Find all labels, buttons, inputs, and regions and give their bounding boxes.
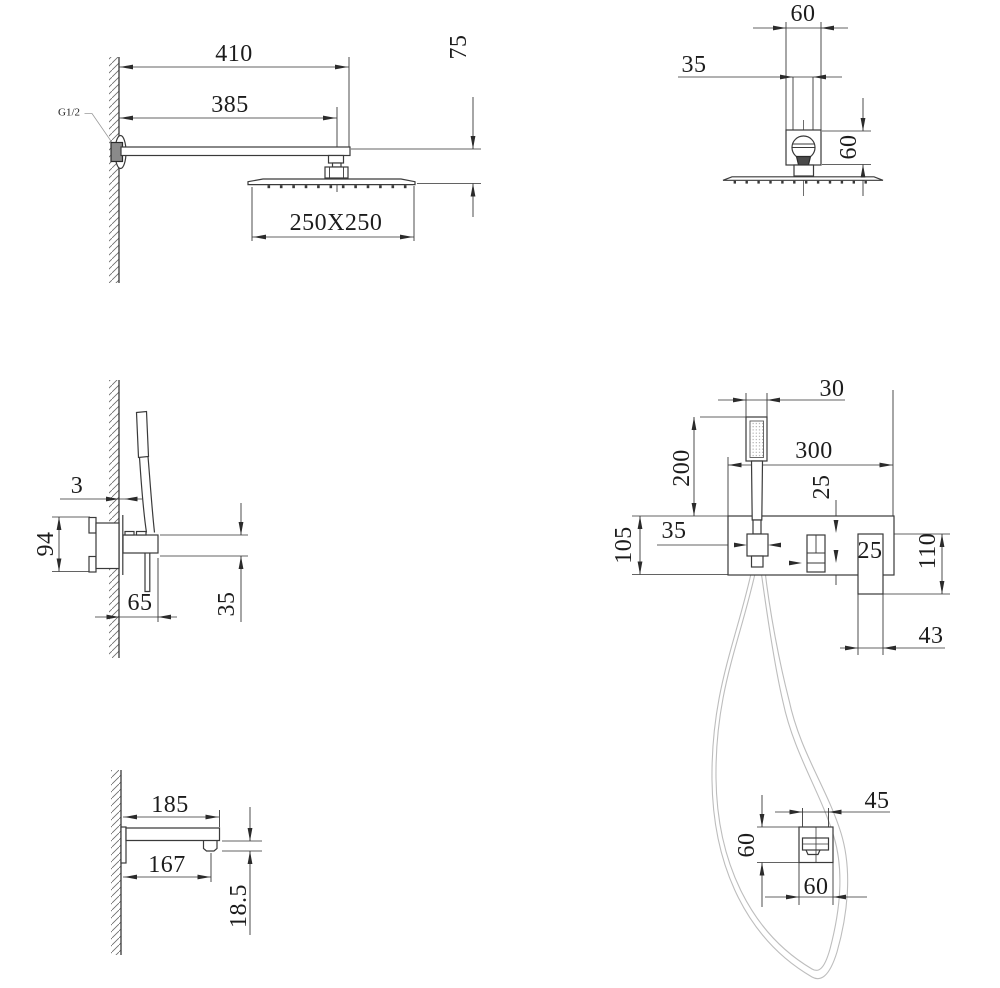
dim-label-head-size: 250X250 bbox=[289, 210, 383, 236]
spout-body bbox=[126, 828, 220, 841]
ball-joint-block bbox=[325, 167, 348, 178]
dim-label-plate-width-front: 300 bbox=[795, 438, 833, 464]
head-neck bbox=[794, 165, 814, 176]
dim-label-body-height: 94 bbox=[33, 531, 59, 557]
shower-hose bbox=[712, 567, 848, 979]
shower-head-nozzles bbox=[734, 181, 867, 184]
dim-label-arm-width: 35 bbox=[681, 52, 707, 78]
valve-flange-bottom bbox=[89, 557, 96, 573]
dim-label-plate-height: 60 bbox=[836, 134, 862, 160]
dim-label-bracket-inner: 45 bbox=[864, 788, 890, 814]
hose-nut bbox=[752, 556, 764, 567]
dim-label-plate-height-front: 105 bbox=[611, 526, 637, 564]
dim-label-spout-height: 35 bbox=[214, 591, 240, 617]
dim-label-spout-thickness: 18.5 bbox=[226, 884, 252, 928]
ball-joint-neck bbox=[333, 163, 342, 167]
dim-label-handset-width: 30 bbox=[819, 376, 845, 402]
handset-handle bbox=[752, 461, 763, 520]
dim-label-spout-reach: 65 bbox=[127, 590, 153, 616]
valve-body-inwall bbox=[96, 523, 119, 569]
shower-arm bbox=[121, 147, 350, 156]
dim-label-bracket-height: 60 bbox=[734, 832, 760, 858]
view-shower-head-front bbox=[678, 22, 883, 196]
dimension-arrows bbox=[124, 815, 252, 880]
dim-label-holder-width: 35 bbox=[661, 518, 687, 544]
dim-label-bracket-width: 60 bbox=[803, 874, 829, 900]
handset-spray-face bbox=[750, 421, 764, 458]
view-shower-arm-side bbox=[85, 57, 482, 283]
dim-label-outlet-offset: 25 bbox=[809, 474, 835, 500]
wall-hatch bbox=[109, 57, 119, 283]
dim-label-plate-offset: 3 bbox=[70, 473, 84, 499]
lever-stem bbox=[140, 457, 155, 533]
g-thread-leader bbox=[85, 114, 114, 145]
dim-label-plate-width: 60 bbox=[790, 1, 816, 27]
thread-label-g12: G1/2 bbox=[58, 106, 80, 119]
ball-joint-nut bbox=[329, 156, 344, 164]
hose-outlet-side bbox=[145, 553, 150, 592]
spout-flange bbox=[121, 827, 126, 863]
dim-label-spout-total: 185 bbox=[151, 792, 189, 818]
spout-nozzle bbox=[204, 841, 218, 852]
dim-label-handle-block: 43 bbox=[918, 623, 944, 649]
shower-head-edge bbox=[723, 177, 883, 181]
joint-collar bbox=[797, 157, 811, 165]
dim-label-arm-length: 385 bbox=[211, 92, 249, 118]
handset-holder bbox=[747, 534, 768, 556]
dim-label-handle-width: 25 bbox=[857, 538, 883, 564]
dim-label-handset-height: 200 bbox=[669, 449, 695, 487]
handset-neck bbox=[753, 520, 761, 534]
dim-label-drop: 75 bbox=[446, 34, 472, 60]
valve-flange-top bbox=[89, 518, 96, 534]
dimension-lines bbox=[678, 22, 871, 196]
dim-label-arm-total: 410 bbox=[215, 41, 253, 67]
mixer-lever bbox=[137, 412, 149, 458]
wall-hatch bbox=[111, 770, 121, 955]
shower-head-side bbox=[248, 179, 415, 185]
dim-label-handle-height: 110 bbox=[915, 532, 941, 570]
mixer-body-side bbox=[123, 535, 158, 553]
dim-label-spout-outlet: 167 bbox=[148, 852, 186, 878]
